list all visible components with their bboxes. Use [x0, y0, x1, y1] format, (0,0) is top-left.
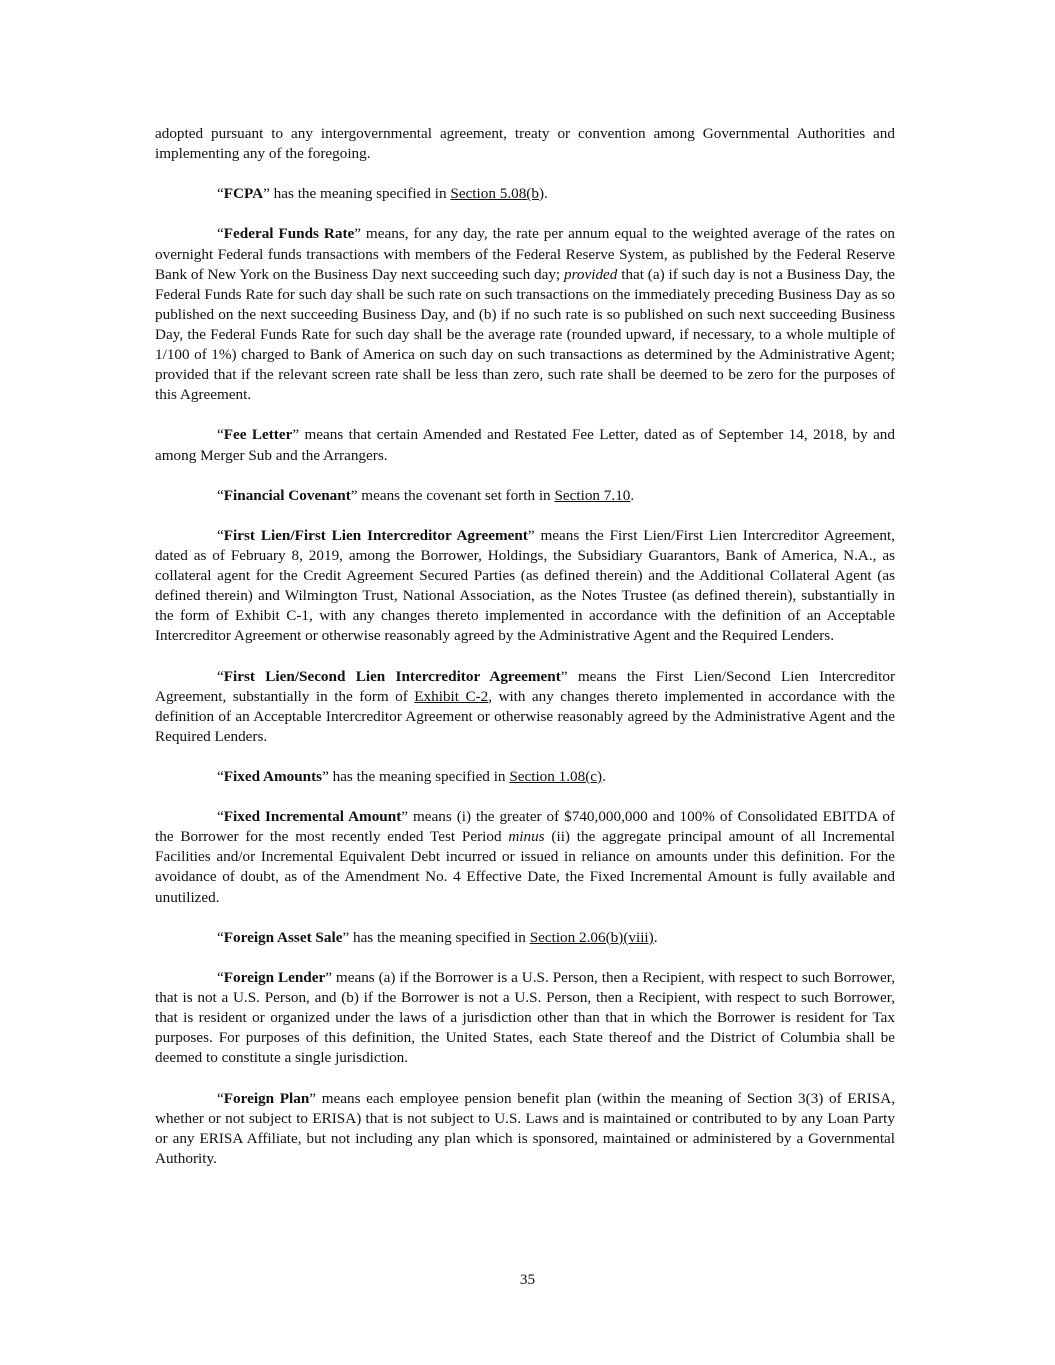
definition-text: ” means each employee pension benefit plan (within the meaning of Section 3(3) of ERISA, whether or not subject to ERISA) that is not subject to U.S. Laws and is maintained or contributed to by any Loan Party or any ERISA Affiliate, but not including any plan which is sponsored, maintained or administered by a Governmental Authority. — [155, 1089, 895, 1167]
definition-foreign-plan: “Foreign Plan” means each employee pension benefit plan (within the meaning of Section 3(3) of ERISA, whether or not subject to ERISA) that is not subject to U.S. Laws and is maintained or contributed to by any Loan Party or any ERISA Affiliate, but not including any plan which is sponsored, maintained or administered by a Governmental Authority. — [155, 1089, 895, 1167]
definition-foreign-asset-sale: “Foreign Asset Sale” has the meaning specified in Section 2.06(b)(viii). — [217, 928, 658, 946]
definition-foreign-lender: “Foreign Lender” means (a) if the Borrower is a U.S. Person, then a Recipient, with respect to such Borrower, that is not a U.S. Person, and (b) if the Borrower is not a U.S. Person, then a Recipient, with respect to such Borrower, that is resident or organized under the laws of a jurisdiction other than that in which the Borrower is resident for Tax purposes. For purposes of this definition, the United States, each State thereof and the District of Columbia shall be deemed to constitute a single jurisdiction. — [155, 968, 896, 1067]
definition-financial-covenant: “Financial Covenant” means the covenant set forth in Section 7.10. — [217, 486, 635, 504]
defined-term: Foreign Lender — [223, 968, 326, 986]
definition-fixed-amounts: “Fixed Amounts” has the meaning specified in Section 1.08(c). — [217, 768, 606, 785]
cross-reference: Section 2.06(b)(viii) — [529, 928, 654, 946]
defined-term: Fixed Incremental Amount — [223, 808, 402, 826]
definition-text: ” means the covenant set forth in — [350, 486, 555, 504]
cross-reference: Section 7.10 — [554, 486, 631, 504]
defined-term: Foreign Asset Sale — [223, 928, 343, 946]
defined-term: Federal Funds Rate — [223, 225, 355, 243]
italic-text: minus — [508, 828, 545, 846]
paragraph-continuation — [155, 124, 895, 164]
defined-term: First Lien/Second Lien Intercreditor Agreement — [223, 667, 561, 685]
definition-first-lien-second-lien: “First Lien/Second Lien Intercreditor Agreement” means the First Lien/Second Lien Intercreditor Agreement, substantially in the form of Exhibit C-2, with any changes thereto implemented in accordance with the definition of an Acceptable Intercreditor Agreement or otherwise reasonably agreed by the Administrative Agent and the Required Lenders. — [155, 667, 896, 745]
definition-federal-funds-rate: “Federal Funds Rate” means, for any day, the rate per annum equal to the weighted average of the rates on overnight Federal funds transactions with members of the Federal Reserve System, as published by the Federal Reserve Bank of New York on the Business Day next succeeding such day; provided that (a) if such day is not a Business Day, the Federal Funds Rate for such day shall be such rate on such transactions on the immediately preceding Business Day as so published on the next succeeding Business Day, and (b) if no such rate is so published on such next succeeding Business Day, the Federal Funds Rate for such day shall be the average rate (rounded upward, if necessary, to a whole multiple of 1/100 of 1%) charged to Bank of America on such day on such transactions as determined by the Administrative Agent; provided that if the relevant screen rate shall be less than zero, such rate shall be deemed to be zero for the purposes of this Agreement. — [155, 225, 896, 404]
definition-text: that (a) if such day is not a Business Day, the Federal Funds Rate for such day shall be such rate on such transactions on the immediately preceding Business Day as so published on the next succeeding Business Day, and (b) if no such rate is so published on such next succeeding Business Day, the Federal Funds Rate for such day shall be the average rate (rounded upward, if necessary, to a whole multiple of 1/100 of 1%) charged to Bank of America on such day on such transactions as determined by the Administrative Agent; provided that if the relevant screen rate shall be less than zero, such rate shall be deemed to be zero for the purposes of this Agreement. — [155, 265, 896, 404]
definition-text: . — [630, 486, 635, 504]
definition-text: ” has the meaning specified in — [263, 185, 451, 203]
italic-text: provided — [563, 265, 618, 283]
definition-text: , with any changes thereto implemented in accordance with the definition of an Acceptable Intercreditor Agreement or otherwise reasonably agreed by the Administrative Agent and the Required Lenders. — [155, 687, 896, 745]
definition-text: ” has the meaning specified in — [322, 768, 510, 785]
definition-fee-letter: “Fee Letter” means that certain Amended and Restated Fee Letter, dated as of September 14, 2018, by and among Merger Sub and the Arrangers. — [155, 426, 895, 464]
paragraph-text: adopted pursuant to any intergovernmental agreement, treaty or convention among Governmental Authorities and implementing any of the foregoing. — [155, 125, 895, 163]
definition-text: ” means, for any day, the rate per annum equal to the weighted average of the rates on overnight Federal funds transactions with members of the Federal Reserve System, as published by the Federal Reserve Bank of New York on the Business Day next succeeding such day; — [155, 225, 896, 283]
definition-fcpa: “FCPA” has the meaning specified in Section 5.08(b). — [217, 185, 548, 203]
defined-term: FCPA — [223, 185, 264, 203]
defined-term: Financial Covenant — [223, 486, 351, 504]
defined-term: First Lien/First Lien Intercreditor Agreement — [223, 526, 528, 544]
definition-text: . — [602, 768, 606, 785]
document-body — [155, 124, 895, 1189]
cross-reference: Section 1.08(c) — [509, 768, 603, 785]
cross-reference: Exhibit C-2 — [414, 687, 489, 705]
defined-term: Fee Letter — [223, 426, 293, 444]
definition-text: ” means the First Lien/First Lien Intercreditor Agreement, dated as of February 8, 2019, among the Borrower, Holdings, the Subsidiary Guarantors, Bank of America, N.A., as collateral agent for the Credit Agreement Secured Parties (as defined therein) and the Additional Collateral Agent (as defined therein) and Wilmington Trust, National Association, as the Notes Trustee (as defined therein), substantially in the form of Exhibit C-1, with any changes thereto implemented in accordance with the definition of an Acceptable Intercreditor Agreement or otherwise reasonably agreed by the Administrative Agent and the Required Lenders. — [155, 526, 895, 645]
definition-text: ” means (i) the greater of $740,000,000 and 100% of Consolidated EBITDA of the Borrower for the most recently ended Test Period — [155, 808, 895, 846]
definition-fixed-incremental-amount: “Fixed Incremental Amount” means (i) the greater of $740,000,000 and 100% of Consolidated EBITDA of the Borrower for the most recently ended Test Period minus (ii) the aggregate principal amount of all Incremental Facilities and/or Incremental Equivalent Debt incurred or issued in reliance on amounts under this definition. For the avoidance of doubt, as of the Amendment No. 4 Effective Date, the Fixed Incremental Amount is fully available and unutilized. — [155, 808, 895, 906]
definition-text: ). — [538, 185, 548, 203]
defined-term: Fixed Amounts — [223, 768, 323, 785]
definition-first-lien-first-lien: “First Lien/First Lien Intercreditor Agreement” means the First Lien/First Lien Intercreditor Agreement, dated as of February 8, 2019, among the Borrower, Holdings, the Subsidiary Guarantors, Bank of America, N.A., as collateral agent for the Credit Agreement Secured Parties (as defined therein) and the Additional Collateral Agent (as defined therein) and Wilmington Trust, National Association, as the Notes Trustee (as defined therein), substantially in the form of Exhibit C-1, with any changes thereto implemented in accordance with the definition of an Acceptable Intercreditor Agreement or otherwise reasonably agreed by the Administrative Agent and the Required Lenders. — [155, 526, 895, 645]
definition-text: ” means that certain Amended and Restated Fee Letter, dated as of September 14, 2018, by and among Merger Sub and the Arrangers. — [155, 426, 895, 464]
definition-text: ” means the First Lien/Second Lien Intercreditor Agreement, substantially in the form of — [155, 667, 895, 705]
cross-reference: Section 5.08(b — [450, 185, 539, 203]
defined-term: Foreign Plan — [223, 1089, 310, 1107]
definition-text: . — [653, 928, 658, 946]
definition-text: ” means (a) if the Borrower is a U.S. Person, then a Recipient, with respect to such Borrower, that is not a U.S. Person, and (b) if the Borrower is not a U.S. Person, then a Recipient, with respect to such Borrower, that is resident or organized under the laws of a jurisdiction other than that in which the Borrower is resident for Tax purposes. For purposes of this definition, the United States, each State thereof and the District of Columbia shall be deemed to constitute a single jurisdiction. — [155, 968, 896, 1067]
definition-text: (ii) the aggregate principal amount of all Incremental Facilities and/or Incremental Equivalent Debt incurred or issued in reliance on amounts under this definition. For the avoidance of doubt, as of the Amendment No. 4 Effective Date, the Fixed Incremental Amount is fully available and unutilized. — [155, 828, 895, 906]
page-number: 35 — [519, 1271, 536, 1288]
definition-text: ” has the meaning specified in — [342, 928, 530, 946]
